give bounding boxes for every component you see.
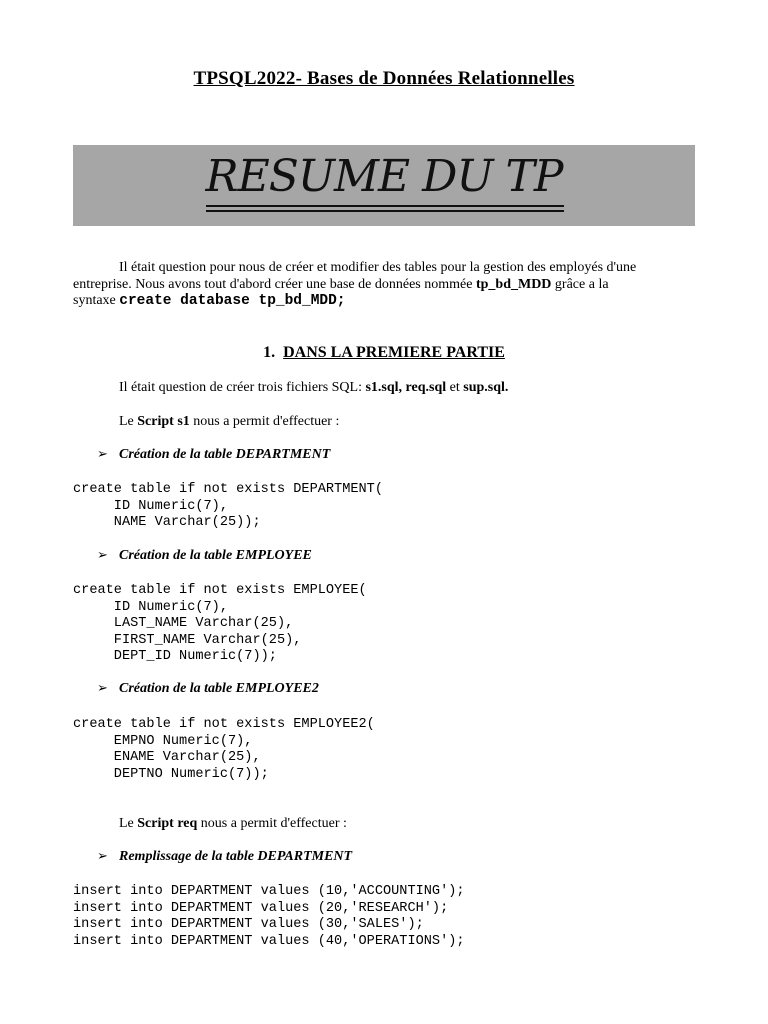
bullet-create-employee: [97, 548, 312, 564]
code-block-employee2: create table if not exists EMPLOYEE2( EMPNO Numeric(7), ENAME Varchar(25), DEPTNO Numeric(7));: [73, 717, 375, 782]
bullet-label: Remplissage de la table DEPARTMENT: [119, 849, 353, 864]
intro-line3-prefix: syntaxe: [73, 293, 120, 308]
s1-prefix: Le: [119, 414, 138, 429]
arrow-bullet-icon: ➢: [97, 447, 108, 462]
arrow-bullet-icon: ➢: [97, 548, 108, 563]
req-suffix: nous a permit d'effectuer :: [197, 816, 347, 831]
s1-script-name: Script s1: [137, 414, 190, 429]
code-block-department: create table if not exists DEPARTMENT( ID Numeric(7), NAME Varchar(25));: [73, 482, 383, 530]
bullet-label: Création de la table DEPARTMENT: [119, 447, 331, 462]
code-block-inserts: insert into DEPARTMENT values (10,'ACCOUNTING'); insert into DEPARTMENT values (20,'RESEARCH'); insert into DEPARTMENT values (30,'SALES'); insert into DEPARTMENT values (40,'OPERATIONS');: [73, 884, 465, 949]
files-mid: et: [446, 380, 464, 395]
files-list-1: s1.sql, req.sql: [365, 380, 447, 395]
banner-underline-second: [206, 210, 564, 212]
s1-suffix: nous a permit d'effectuer :: [189, 414, 340, 429]
script-s1-paragraph: [119, 414, 339, 430]
files-paragraph: [119, 380, 508, 396]
bullet-label: Création de la table EMPLOYEE2: [119, 681, 319, 696]
banner-title: RESUME DU TP: [205, 151, 563, 202]
title-banner: [73, 145, 695, 226]
intro-paragraph: [73, 260, 695, 310]
section-heading: [0, 344, 768, 362]
document-title: TPSQL2022- Bases de Données Relationnelles: [193, 68, 575, 89]
req-prefix: Le: [119, 816, 138, 831]
arrow-bullet-icon: ➢: [97, 681, 108, 696]
create-database-syntax: create database tp_bd_MDD;: [119, 293, 346, 309]
database-name: tp_bd_MDD: [475, 276, 552, 292]
section-number: 1.: [263, 344, 276, 361]
arrow-bullet-icon: ➢: [97, 849, 108, 864]
bullet-fill-department: [97, 849, 352, 865]
bullet-label: Création de la table EMPLOYEE: [119, 548, 312, 563]
section-title: DANS LA PREMIERE PARTIE: [283, 344, 505, 361]
intro-line1: Il était question pour nous de créer et modifier des tables pour la gestion des employés d'une: [119, 260, 637, 275]
bullet-create-employee2: [97, 681, 319, 697]
script-req-paragraph: [119, 816, 347, 832]
files-prefix: Il était question de créer trois fichiers SQL:: [119, 380, 366, 395]
code-block-employee: create table if not exists EMPLOYEE( ID Numeric(7), LAST_NAME Varchar(25), FIRST_NAME Varchar(25), DEPT_ID Numeric(7));: [73, 583, 367, 664]
intro-line2-prefix: entreprise. Nous avons tout d'abord créer une base de données nommée: [73, 276, 476, 292]
intro-line2-suffix: grâce a la: [551, 276, 609, 292]
banner-underline: [206, 205, 564, 207]
files-list-2: sup.sql.: [463, 380, 509, 395]
req-script-name: Script req: [137, 816, 198, 831]
bullet-create-department: [97, 447, 330, 463]
